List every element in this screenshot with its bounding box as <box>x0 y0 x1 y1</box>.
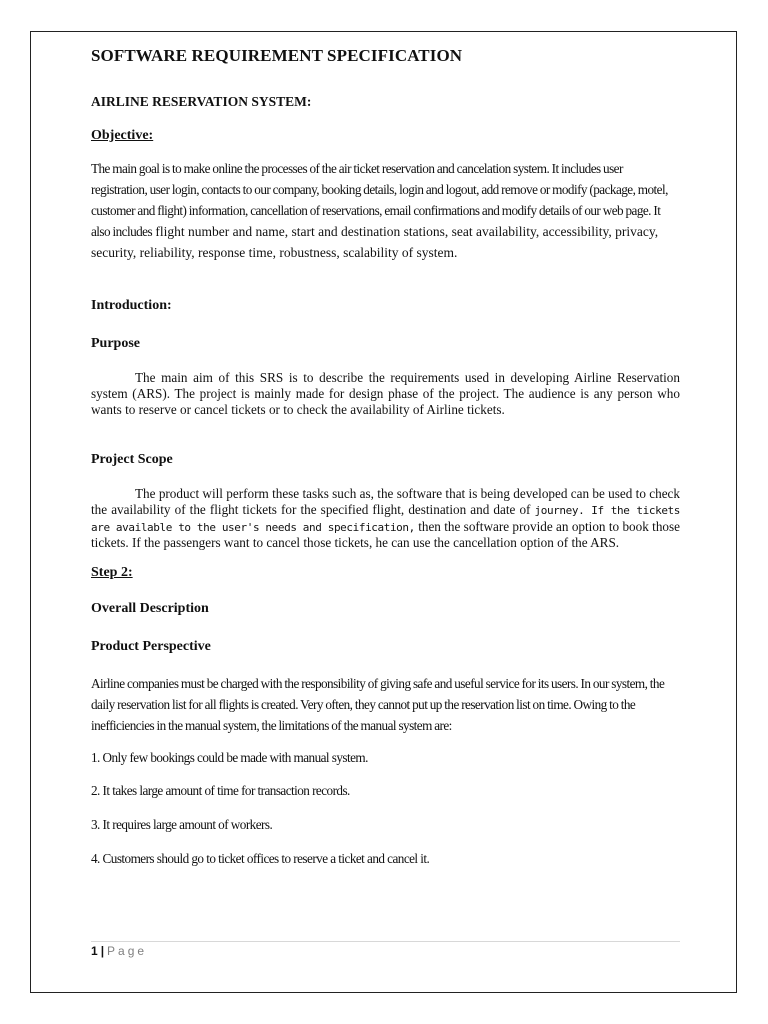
product-perspective-paragraph: Airline companies must be charged with the responsibility of giving safe and useful service for its users. In our system, the daily reservation list for all flights is created. Very often, they cannot put up the reservation list on time. Owing to the inefficiencies in the manual system, the limitations of the manual system are: <box>91 676 665 733</box>
product-perspective-heading: Product Perspective <box>91 639 211 654</box>
document-subtitle: AIRLINE RESERVATION SYSTEM: <box>91 94 312 109</box>
objective-text-condensed: The main goal is to make online the processes of the air ticket reservation and cancelation system. It includes user registration, user login, contacts to our company, booking details, login and logout, add remove or modify (package, motel, customer and flight) information, cancellation of reservations, email confirmations and modify details of our web page. It also includes <box>91 161 668 239</box>
objective-text-normal: flight number and name, start and destination stations, seat availability, accessibility, privacy, security, reliability, response time, robustness, scalability of system. <box>91 224 659 260</box>
introduction-heading: Introduction: <box>91 298 172 313</box>
project-scope-text-mono: journey. If the tickets are available to the user's needs and specification, <box>91 503 680 534</box>
project-scope-paragraph <box>91 486 680 551</box>
purpose-text: The main aim of this SRS is to describe the requirements used in developing Airline Reservation system (ARS). The project is mainly made for design phase of the project. The audience is any person who wants to reserve or cancel tickets or to check the availability of Airline tickets. <box>91 370 680 417</box>
purpose-paragraph <box>91 370 680 417</box>
objective-heading: Objective: <box>91 128 154 143</box>
limitation-list-item: 4. Customers should go to ticket offices to reserve a ticket and cancel it. <box>91 851 430 866</box>
objective-paragraph <box>91 158 680 263</box>
document-body <box>91 46 681 866</box>
project-scope-text-a: The product will perform these tasks such as, the software that is being developed can be used to check the availability of the flight tickets for the specified flight, destination and date of <box>91 486 680 517</box>
limitation-list-item: 3. It requires large amount of workers. <box>91 817 273 832</box>
footer-divider <box>91 941 680 942</box>
purpose-heading: Purpose <box>91 336 140 351</box>
page-number: 1 <box>91 944 98 958</box>
project-scope-text-b: then the software provide an option to book those tickets. If the passengers want to cancel those tickets, he can use the cancellation option of the ARS. <box>91 518 681 551</box>
limitation-list-item: 1. Only few bookings could be made with manual system. <box>91 750 368 765</box>
page-footer <box>91 944 147 958</box>
limitation-list-item: 2. It takes large amount of time for transaction records. <box>91 783 350 798</box>
overall-description-heading: Overall Description <box>91 601 209 616</box>
page-label: Page <box>107 944 148 958</box>
footer-separator: | <box>100 944 105 958</box>
document-title: SOFTWARE REQUIREMENT SPECIFICATION <box>91 46 463 65</box>
step-2-heading: Step 2: <box>91 565 133 580</box>
project-scope-heading: Project Scope <box>91 452 173 467</box>
